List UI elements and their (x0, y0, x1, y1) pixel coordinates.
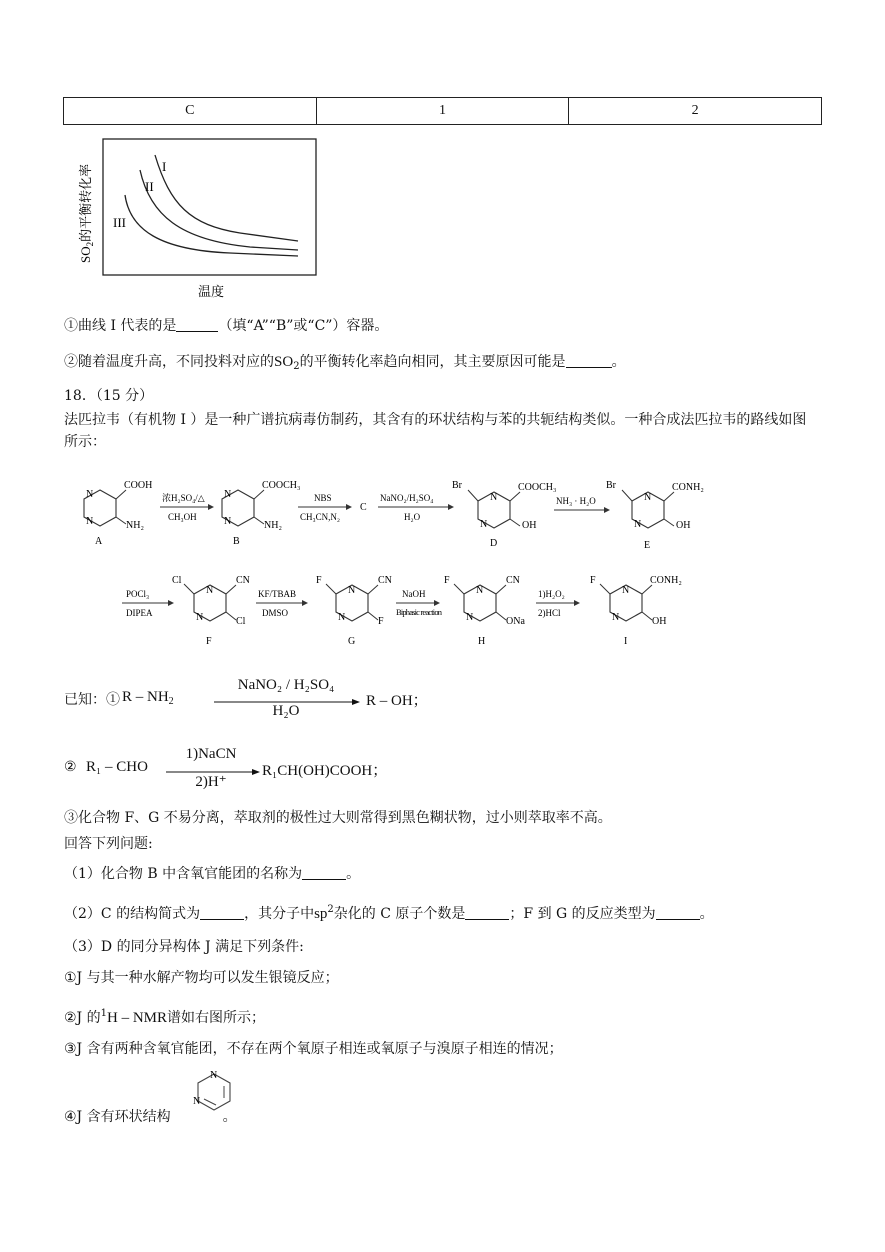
arrow-6 (256, 589, 308, 618)
svg-text:N: N (644, 492, 652, 503)
curve-label-III: III (113, 215, 126, 230)
question-18-heading: 18．（15 分） (64, 388, 154, 404)
answer-blank[interactable] (176, 317, 218, 332)
graph-frame (103, 139, 316, 275)
compound-label-A: A (95, 536, 103, 547)
answer-blank[interactable] (566, 353, 612, 368)
answer-blank[interactable] (465, 905, 509, 920)
compound-A (84, 480, 152, 547)
svg-text:CN: CN (378, 575, 392, 586)
svg-text:CONH₂: CONH₂ (650, 575, 682, 586)
svg-text:F: F (590, 575, 596, 586)
condition-2: ②J 的$^1$H – NMR谱如右图所示； (64, 1008, 266, 1026)
table-cell: C (64, 98, 317, 125)
svg-text:2)HCl: 2)HCl (538, 608, 561, 618)
question-part-1: （1）化合物 B 中含氧官能团的名称为 。 (64, 866, 361, 882)
arrow-5 (122, 589, 174, 618)
compound-E (606, 480, 704, 551)
svg-text:ONa: ONa (506, 616, 525, 627)
svg-text:NaNO₂/H₂SO₄: NaNO₂/H₂SO₄ (380, 493, 434, 503)
svg-text:N: N (348, 585, 356, 596)
svg-text:Cl: Cl (236, 616, 246, 627)
svg-text:H₂O: H₂O (404, 512, 421, 522)
svg-text:Cl: Cl (172, 575, 182, 586)
svg-text:N: N (466, 612, 474, 623)
svg-text:KF/TBAB: KF/TBAB (258, 589, 297, 599)
answer-blank[interactable] (302, 865, 346, 880)
curve-label-I: I (162, 159, 167, 174)
svg-text:POCl₃: POCl₃ (126, 589, 150, 599)
pyrimidine-ring-icon (190, 1068, 240, 1118)
graph-ylabel: $SO_2$的平衡转化率 (78, 163, 95, 263)
svg-text:F: F (378, 616, 384, 627)
question-q1: ①曲线 I 代表的是 （填“A”“B”或“C”）容器。 (64, 318, 389, 334)
compound-label-F: F (206, 636, 212, 647)
svg-text:1)H₂O₂: 1)H₂O₂ (538, 589, 565, 599)
compound-label-D: D (490, 538, 498, 549)
svg-text:Biphasic reaction: Biphasic reaction (396, 607, 442, 617)
svg-text:N: N (206, 585, 214, 596)
svg-text:NaOH: NaOH (402, 589, 426, 599)
svg-text:N: N (224, 516, 232, 527)
condition-1: ①J 与其一种水解产物均可以发生银镜反应； (64, 970, 339, 986)
svg-text:Br: Br (606, 480, 616, 491)
svg-text:N: N (612, 612, 620, 623)
svg-text:F: F (316, 575, 322, 586)
known-reaction-1: 已知：① R – $NH_2$ NaNO₂ / H₂SO₄ H₂O R – OH； (64, 677, 428, 719)
question-18-intro: 法匹拉韦（有机物 I ）是一种广谱抗病毒仿制药，其含有的环状结构与苯的共轭结构类似。一种合成法匹拉韦的路线如图所示： (64, 412, 807, 450)
compound-label-H: H (478, 636, 486, 647)
question-part-2: （2）C 的结构简式为 ，其分子中$sp^2$杂化的 C 原子个数是 ；F 到 G 的反应类型为 。 (64, 904, 714, 922)
svg-text:浓H₂SO₄/△: 浓H₂SO₄/△ (162, 493, 205, 503)
arrow-7 (396, 589, 443, 617)
svg-text:NH₂: NH₂ (126, 520, 144, 531)
condition-4: ④J 含有环状结构 。 (64, 1109, 237, 1125)
svg-text:NH₂: NH₂ (264, 520, 282, 531)
table-cell: 1 (316, 98, 569, 125)
compound-F (172, 575, 250, 647)
svg-text:N: N (490, 492, 498, 503)
arrow-1 (160, 492, 214, 522)
compound-D (452, 480, 557, 549)
svg-text:DMSO: DMSO (262, 608, 289, 618)
svg-text:N: N (634, 519, 642, 530)
curve-label-II: II (145, 179, 154, 194)
table-cell: 2 (569, 98, 822, 125)
question-part-3: （3）D 的同分异构体 J 满足下列条件: (64, 939, 304, 955)
arrow-2 (298, 493, 352, 522)
svg-text:N: N (224, 489, 232, 500)
svg-text:COOH: COOH (124, 480, 153, 491)
svg-text:N: N (338, 612, 346, 623)
compound-label-B: B (233, 536, 240, 547)
svg-text:CN: CN (236, 575, 250, 586)
svg-text:CH₃OH: CH₃OH (168, 512, 197, 522)
svg-text:CONH₂: CONH₂ (672, 482, 704, 493)
arrow-4 (554, 496, 610, 513)
synthesis-scheme (60, 470, 760, 660)
svg-text:COOCH₃: COOCH₃ (262, 480, 301, 491)
svg-text:F: F (444, 575, 450, 586)
compound-H (444, 575, 525, 647)
condition-3: ③J 含有两种含氧官能团，不存在两个氧原子相连或氧原子与溴原子相连的情况； (64, 1041, 563, 1057)
svg-text:COOCH₃: COOCH₃ (518, 482, 557, 493)
svg-text:N: N (622, 585, 630, 596)
svg-text:N: N (480, 519, 488, 530)
svg-text:N: N (476, 585, 484, 596)
compound-label-G: G (348, 636, 356, 647)
svg-text:DIPEA: DIPEA (126, 608, 153, 618)
svg-text:N: N (86, 516, 94, 527)
compound-G (316, 575, 392, 647)
curve-I (155, 155, 298, 241)
arrow-3 (378, 493, 454, 522)
compound-label-E: E (644, 540, 651, 551)
svg-text:OH: OH (676, 520, 691, 531)
answer-blank[interactable] (200, 905, 244, 920)
graph-xlabel: 温度 (198, 284, 225, 299)
known-reaction-2: ② R₁ – CHO 1)NaCN 2)H⁺ R₁CH(OH)COOH； (64, 746, 388, 790)
svg-text:OH: OH (522, 520, 537, 531)
svg-text:N: N (210, 1070, 218, 1081)
answer-heading: 回答下列问题: (64, 836, 153, 852)
svg-text:N: N (86, 489, 94, 500)
question-q2: ②随着温度升高，不同投料对应的$SO_2$的平衡转化率趋向相同，其主要原因可能是 。 (64, 354, 626, 372)
svg-text:NH₃ · H₂O: NH₃ · H₂O (556, 496, 596, 506)
svg-text:CN: CN (506, 575, 520, 586)
compound-label-C: C (360, 502, 367, 513)
svg-text:N: N (196, 612, 204, 623)
compound-I (590, 575, 682, 647)
svg-text:N: N (193, 1096, 201, 1107)
data-table (63, 97, 822, 125)
svg-text:OH: OH (652, 616, 667, 627)
compound-label-I: I (624, 636, 628, 647)
svg-text:Br: Br (452, 480, 462, 491)
known-fact-3: ③化合物 F、G 不易分离，萃取剂的极性过大则常得到黑色糊状物，过小则萃取率不高。 (64, 810, 612, 826)
compound-B (222, 480, 301, 547)
svg-text:NBS: NBS (314, 493, 332, 503)
conversion-graph (70, 135, 330, 305)
table-row (64, 98, 822, 125)
arrow-8 (536, 589, 580, 618)
svg-text:CH₃CN,N₂: CH₃CN,N₂ (300, 512, 341, 522)
answer-blank[interactable] (656, 905, 700, 920)
